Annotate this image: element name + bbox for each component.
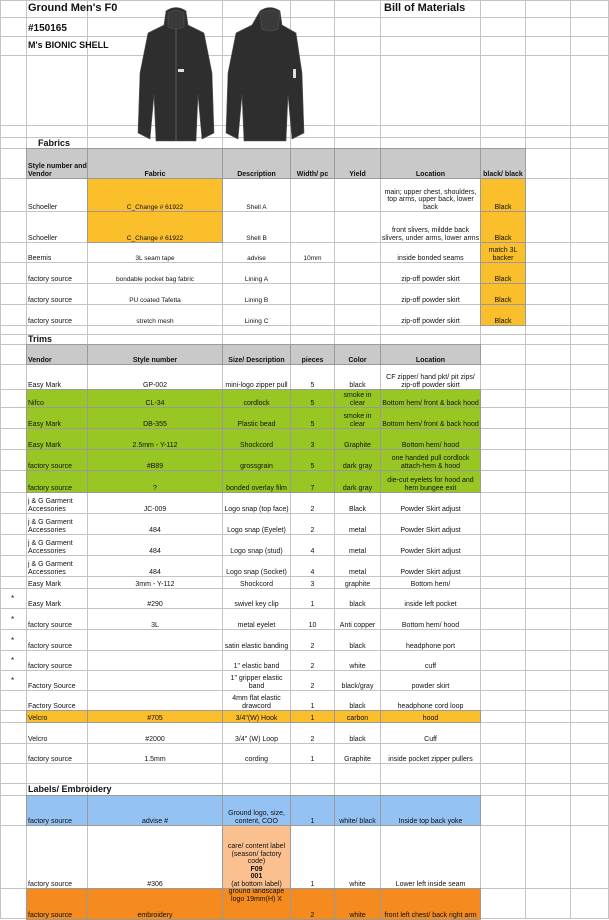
trim-vendor: factory source: [28, 662, 72, 670]
fabric-color: Black: [480, 283, 526, 305]
label-location: Lower left inside seam: [395, 880, 466, 888]
trims-header-0: Vendor: [26, 344, 88, 365]
trim-color: Anti copper: [339, 621, 376, 629]
trim-pieces: 7: [290, 470, 335, 493]
trim-location: hood: [380, 710, 481, 723]
trim-location: inside pocket zipper pullers: [388, 755, 473, 763]
trim-pieces: 2: [310, 682, 315, 690]
fabric-description: Lining A: [244, 275, 269, 283]
trim-style: DB-355: [87, 407, 223, 429]
trim-pieces: 1: [310, 702, 315, 710]
trim-style: 1.5mm: [144, 755, 166, 763]
fabric-vendor: Schoeller: [28, 203, 58, 211]
trim-location: Powder Skirt adjust: [400, 526, 461, 534]
trim-color: smoke in clear: [334, 389, 381, 408]
fabric-description: advise: [247, 254, 266, 262]
trim-size: 3/4"(W) Hook: [222, 710, 291, 723]
trim-vendor: factory source: [28, 642, 72, 650]
trim-pieces: 1: [310, 600, 315, 608]
trim-style: #705: [87, 710, 223, 723]
label-color: white: [349, 880, 366, 888]
trim-pieces: 1: [290, 710, 335, 723]
trim-size: mini-logo zipper pull: [225, 381, 288, 389]
trim-vendor: Velcro: [28, 735, 48, 743]
fabrics-header-2: Description: [222, 148, 291, 179]
trim-color: white: [349, 662, 366, 670]
trim-vendor: factory source: [28, 755, 72, 763]
fabric-fabric: bondable pocket bag fabric: [115, 275, 195, 283]
fabrics-header-6: black/ black: [480, 148, 526, 179]
fabric-yield: [334, 283, 381, 305]
fabrics-header-1: Fabric: [87, 148, 223, 179]
trim-location: Powder Skirt adjust: [400, 547, 461, 555]
fabric-width: [290, 262, 335, 284]
fabric-color: Black: [480, 304, 526, 326]
trim-vendor: Easy Mark: [26, 407, 88, 429]
trim-color: dark gray: [334, 470, 381, 493]
trim-location: headphone port: [405, 642, 456, 650]
label-size-line: (at bottom label): [231, 880, 282, 888]
fabric-location: zip-off powder skirt: [401, 317, 460, 325]
trim-color: black: [349, 735, 366, 743]
fabric-yield: [334, 304, 381, 326]
trim-color: metal: [348, 568, 367, 576]
fabric-width: 10mm: [303, 254, 322, 262]
fabrics-header-0: Style number and Vendor: [26, 148, 88, 179]
trim-style: 2.5mm - Y-112: [87, 428, 223, 450]
trim-size: 1" elastic band: [233, 662, 280, 670]
fabrics-header-5: Location: [380, 148, 481, 179]
trim-pieces: 2: [310, 526, 315, 534]
trim-pieces: 4: [310, 568, 315, 576]
fabric-yield: [334, 242, 381, 263]
trim-pieces: 2: [310, 662, 315, 670]
trim-pieces: 2: [310, 735, 315, 743]
trim-vendor: Easy Mark: [28, 381, 62, 389]
grid-line-h: [0, 334, 609, 335]
fabric-fabric: PU coated Tafetta: [129, 296, 181, 304]
fabrics-section-title: Fabrics: [38, 138, 71, 148]
sheet-title: Ground Men's F0: [28, 2, 118, 14]
trim-color: black/gray: [341, 682, 374, 690]
fabric-fabric: C_Change # 61922: [87, 178, 223, 212]
trim-color: metal: [348, 547, 367, 555]
trim-color: Graphite: [334, 428, 381, 450]
trim-style: 3L: [151, 621, 159, 629]
trim-size: cordlock: [222, 389, 291, 408]
trim-style: 3mm - Y-112: [135, 580, 175, 588]
fabric-location: zip-off powder skirt: [401, 275, 460, 283]
trim-style: #290: [147, 600, 163, 608]
trim-size: Logo snap (Socket): [226, 568, 287, 576]
trim-size: Logo snap (stud): [230, 547, 283, 555]
trim-size: satin elastic banding: [224, 642, 289, 650]
trim-location: die-cut eyelets for hood and hem bungee exit: [380, 470, 481, 493]
style-name: M's BIONIC SHELL: [28, 40, 109, 50]
label-location: Inside top back yoke: [380, 795, 481, 826]
trim-vendor: factory source: [26, 470, 88, 493]
label-size-line: F09: [250, 865, 263, 873]
trim-size: Plastic bead: [222, 407, 291, 429]
trim-pieces: 2: [310, 505, 315, 513]
fabric-fabric: stretch mesh: [136, 317, 174, 325]
trim-size: swivel key clip: [234, 600, 279, 608]
trim-location: Bottom hem/ hood: [380, 428, 481, 450]
label-size-description: [222, 825, 291, 889]
trim-size: Logo snap (top face): [224, 505, 289, 513]
grid-line-h: [0, 0, 609, 1]
jacket-svg: [126, 3, 306, 145]
label-pieces: 1: [310, 880, 315, 888]
trim-vendor: j & G Garment Accessories: [28, 561, 73, 576]
trim-vendor: Easy Mark: [28, 600, 62, 608]
label-pieces: 2: [290, 888, 335, 920]
label-size-line: ground landscape logo 19mm(H) X: [228, 888, 285, 903]
label-vendor: factory source: [26, 888, 88, 920]
fabric-location: inside bonded seams: [397, 254, 464, 262]
jacket-back: [226, 8, 304, 142]
labels-section-title: Labels/ Embroidery: [28, 784, 112, 794]
trim-style: [87, 670, 223, 691]
trim-location: headphone cord loop: [397, 702, 464, 710]
trim-star-marker: *: [11, 594, 15, 603]
label-size-line: care/ content label (season/ factory code): [227, 843, 286, 865]
label-vendor: factory source: [28, 880, 72, 888]
trims-section-title: Trims: [28, 334, 53, 344]
trim-style: [87, 690, 223, 711]
trim-color: dark gray: [334, 449, 381, 471]
jacket-illustration: [126, 3, 306, 150]
label-size-line: Ground logo, size, content, COO: [228, 810, 285, 825]
label-size-line: 001: [250, 873, 263, 880]
trim-style: #B89: [87, 449, 223, 471]
trim-size: Shockcord: [239, 580, 274, 588]
trim-star-marker: *: [11, 656, 15, 665]
trim-pieces: 5: [290, 449, 335, 471]
trim-color: Graphite: [344, 755, 371, 763]
trims-header-4: Color: [334, 344, 381, 365]
trim-size: bonded overlay film: [222, 470, 291, 493]
trim-size: Logo snap (Eyelet): [227, 526, 286, 534]
fabric-description: Lining C: [244, 317, 269, 325]
trim-style: GP-002: [142, 381, 168, 389]
trim-star-marker: *: [11, 636, 15, 645]
trim-size: 1" gripper elastic band: [230, 675, 283, 690]
fabric-color: match 3L backer: [480, 242, 526, 263]
trim-vendor: factory source: [28, 621, 72, 629]
trim-location: Cuff: [424, 735, 437, 743]
trim-color: black: [349, 600, 366, 608]
trim-location: Bottom hem/ hood: [401, 621, 460, 629]
trim-style: [87, 650, 223, 671]
trim-color: smoke in clear: [334, 407, 381, 429]
label-vendor: factory source: [26, 795, 88, 826]
trim-color: metal: [348, 526, 367, 534]
fabric-vendor: factory source: [28, 296, 72, 304]
trim-style: CL-34: [87, 389, 223, 408]
trim-pieces: 5: [290, 407, 335, 429]
label-pieces: 1: [290, 795, 335, 826]
trim-location: powder skirt: [411, 682, 450, 690]
trim-vendor: Factory Source: [28, 682, 76, 690]
trim-color: graphite: [344, 580, 371, 588]
fabrics-header-4: Yield: [334, 148, 381, 179]
trim-pieces: 1: [310, 755, 315, 763]
fabric-fabric: C_Change # 61922: [87, 211, 223, 243]
trim-location: Powder Skirt adjust: [400, 505, 461, 513]
fabric-description: Shell B: [246, 234, 267, 242]
fabric-yield: [334, 178, 381, 212]
fabric-color: Black: [480, 178, 526, 212]
trim-style: JC-009: [143, 505, 167, 513]
trims-header-1: Style number: [87, 344, 223, 365]
trim-vendor: j & G Garment Accessories: [28, 498, 73, 513]
fabric-location: front slivers, mildde back slivers, under arms, lower arms: [381, 227, 480, 242]
trims-header-3: pieces: [290, 344, 335, 365]
trim-style: [87, 629, 223, 651]
trims-header-2: Size/ Description: [222, 344, 291, 365]
trim-style: #2000: [145, 735, 165, 743]
fabric-vendor: Beemis: [28, 254, 52, 262]
trim-size: grossgrain: [222, 449, 291, 471]
jacket-front: [138, 8, 214, 142]
fabric-width: [290, 304, 335, 326]
label-style: advise #: [87, 795, 223, 826]
fabric-width: [290, 283, 335, 305]
bom-label: Bill of Materials: [384, 2, 466, 14]
label-color: white/ black: [334, 795, 381, 826]
trim-vendor: factory source: [26, 449, 88, 471]
fabric-location: zip-off powder skirt: [401, 296, 460, 304]
trim-color: black: [349, 702, 366, 710]
label-size-description: [222, 795, 291, 826]
fabric-description: Lining B: [244, 296, 269, 304]
trim-vendor: Factory Source: [28, 702, 76, 710]
fabrics-header-3: Width/ pc: [290, 148, 335, 179]
trim-vendor: Easy Mark: [28, 580, 62, 588]
fabric-yield: [334, 211, 381, 243]
trim-star-marker: *: [11, 676, 15, 685]
label-color: white: [334, 888, 381, 920]
trim-color: black: [349, 642, 366, 650]
fabric-yield: [334, 262, 381, 284]
trims-header-5: Location: [380, 344, 481, 365]
fabric-location: main; upper chest, shoulders, top arms, upper back, lower back: [384, 188, 477, 211]
fabric-width: [290, 178, 335, 212]
trim-size: 4mm flat elastic drawcord: [232, 695, 281, 710]
label-style: embroidery: [87, 888, 223, 920]
trim-pieces: 5: [310, 381, 315, 389]
trim-size: cording: [245, 755, 268, 763]
trim-size: Shockcord: [222, 428, 291, 450]
fabric-vendor: Schoeller: [28, 234, 58, 242]
trim-pieces: 5: [290, 389, 335, 408]
fabric-width: [290, 211, 335, 243]
label-location: front left chest/ back right arm: [380, 888, 481, 920]
trim-vendor: j & G Garment Accessories: [28, 540, 73, 555]
fabric-color: Black: [480, 262, 526, 284]
trim-location: Powder Skirt adjust: [400, 568, 461, 576]
trim-location: CF zipper/ hand pkt/ pit zips/ zip-off powder skirt: [386, 374, 475, 389]
fabric-vendor: factory source: [28, 317, 72, 325]
trim-star-marker: *: [11, 615, 15, 624]
fabric-vendor: factory source: [28, 275, 72, 283]
trim-location: cuff: [424, 662, 437, 670]
trim-pieces: 10: [308, 621, 317, 629]
trim-vendor: Easy Mark: [26, 428, 88, 450]
trim-location: Bottom hem/: [410, 580, 451, 588]
trim-color: carbon: [334, 710, 381, 723]
trim-location: Bottom hem/ front & back hood: [380, 389, 481, 408]
label-size-description: [222, 888, 291, 920]
trim-vendor: Velcro: [26, 710, 88, 723]
trim-style: 484: [149, 568, 161, 576]
trim-pieces: 4: [310, 547, 315, 555]
trim-pieces: 3: [310, 580, 315, 588]
trim-size: 3/4" (W) Loop: [235, 735, 278, 743]
trim-size: metal eyelet: [237, 621, 276, 629]
fabric-description: Shell A: [246, 203, 267, 211]
trim-pieces: 3: [290, 428, 335, 450]
fabric-color: Black: [480, 211, 526, 243]
trim-color: black: [349, 381, 366, 389]
fabric-fabric: 3L seam tape: [135, 254, 175, 262]
trim-location: Bottom hem/ front & back hood: [380, 407, 481, 429]
trim-style: ?: [87, 470, 223, 493]
trim-pieces: 2: [310, 642, 315, 650]
trim-vendor: j & G Garment Accessories: [28, 519, 73, 534]
trim-style: 484: [149, 547, 161, 555]
trim-color: Black: [348, 505, 367, 513]
trim-location: one handed pull cordlock attach-hem & hood: [380, 449, 481, 471]
trim-style: 484: [149, 526, 161, 534]
style-number: #150165: [28, 23, 67, 34]
trim-vendor: Nifco: [26, 389, 88, 408]
label-style: #306: [147, 880, 163, 888]
trim-location: inside left pocket: [404, 600, 457, 608]
